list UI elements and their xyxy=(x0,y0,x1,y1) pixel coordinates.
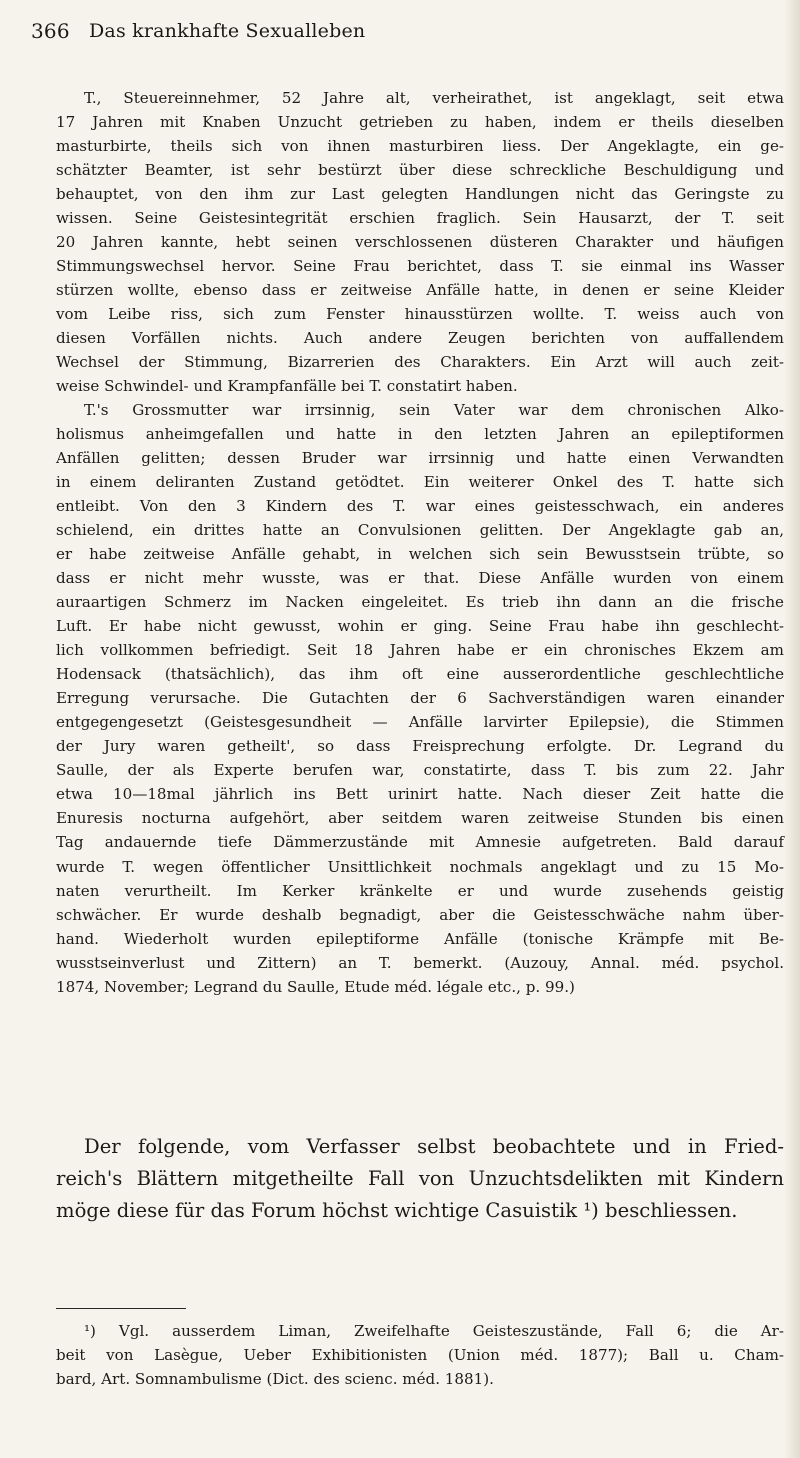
text-line: holismus anheimgefallen und hatte in den letzten Jahren an epileptiformen xyxy=(56,425,784,444)
text-line: bard, Art. Somnambulisme (Dict. des scienc. méd. 1881). xyxy=(56,1370,494,1388)
text-line: vom Leibe riss, sich zum Fenster hinausstürzen wollte. T. weiss auch von xyxy=(56,305,784,324)
text-line: Luft. Er habe nicht gewusst, wohin er ging. Seine Frau habe ihn geschlecht- xyxy=(56,617,784,636)
text-line: naten verurtheilt. Im Kerker kränkelte er und wurde zusehends geistig xyxy=(56,881,784,900)
text-line: stürzen wollte, ebenso dass er zeitweise Anfälle hatte, in denen er seine Kleider xyxy=(56,281,784,300)
footnote xyxy=(56,1319,784,1391)
text-line: 1874, November; Legrand du Saulle, Etude méd. légale etc., p. 99.) xyxy=(56,977,575,996)
text-line: entgegengesetzt (Geistesgesundheit — Anfälle larvirter Epilepsie), die Stimmen xyxy=(56,713,784,732)
text-line: T.'s Grossmutter war irrsinnig, sein Vater war dem chronischen Alko- xyxy=(84,401,784,420)
text-line: hand. Wiederholt wurden epileptiforme Anfälle (tonische Krämpfe mit Be- xyxy=(56,929,784,948)
text-line: wurde T. wegen öffentlicher Unsittlichkeit nochmals angeklagt und zu 15 Mo- xyxy=(56,857,784,876)
text-line: Tag andauernde tiefe Dämmerzustände mit Amnesie aufgetreten. Bald darauf xyxy=(56,833,784,852)
text-line: T., Steuereinnehmer, 52 Jahre alt, verheirathet, ist angeklagt, seit etwa xyxy=(84,89,784,107)
text-line: ¹) Vgl. ausserdem Liman, Zweifelhafte Geisteszustände, Fall 6; die Ar- xyxy=(84,1322,784,1340)
text-line: Stimmungswechsel hervor. Seine Frau berichtet, dass T. sie einmal ins Wasser xyxy=(56,257,784,276)
text-line: schätzter Beamter, ist sehr bestürzt über diese schreckliche Beschuldigung und xyxy=(56,161,784,180)
text-line: schwächer. Er wurde deshalb begnadigt, aber die Geistesschwäche nahm über- xyxy=(56,905,784,924)
text-line: wusstseinverlust und Zittern) an T. bemerkt. (Auzouy, Annal. méd. psychol. xyxy=(56,953,784,972)
text-line: reich's Blättern mitgetheilte Fall von Unzuchtsdelikten mit Kindern xyxy=(56,1167,784,1190)
text-line: Erregung verursache. Die Gutachten der 6 Sachverständigen waren einander xyxy=(56,689,784,708)
text-line: diesen Vorfällen nichts. Auch andere Zeugen berichten von auffallendem xyxy=(56,329,784,348)
text-line: wissen. Seine Geistesintegrität erschien fraglich. Sein Hausarzt, der T. seit xyxy=(56,209,784,228)
text-line: möge diese für das Forum höchst wichtige Casuistik ¹) beschliessen. xyxy=(56,1199,738,1222)
text-line: behauptet, von den ihm zur Last gelegten Handlungen nicht das Geringste zu xyxy=(56,185,784,204)
text-line: in einem deliranten Zustand getödtet. Ein weiterer Onkel des T. hatte sich xyxy=(56,473,784,492)
text-line: er habe zeitweise Anfälle gehabt, in welchen sich sein Bewusstsein trübte, so xyxy=(56,545,784,564)
text-line: Enuresis nocturna aufgehört, aber seitdem waren zeitweise Stunden bis einen xyxy=(56,809,784,828)
text-line: Wechsel der Stimmung, Bizarrerien des Charakters. Ein Arzt will auch zeit- xyxy=(56,353,784,372)
text-line: Hodensack (thatsächlich), das ihm oft eine ausserordentliche geschlechtliche xyxy=(56,665,784,684)
text-line: masturbirte, theils sich von ihnen masturbiren liess. Der Angeklagte, ein ge- xyxy=(56,137,784,156)
text-line: entleibt. Von den 3 Kindern des T. war eines geistesschwach, ein anderes xyxy=(56,497,784,516)
text-line: Saulle, der als Experte berufen war, constatirte, dass T. bis zum 22. Jahr xyxy=(56,761,784,780)
page-edge-shadow xyxy=(784,0,800,1458)
case-report-paragraphs xyxy=(56,86,784,999)
text-line: etwa 10—18mal jährlich ins Bett urinirt hatte. Nach dieser Zeit hatte die xyxy=(56,785,784,804)
text-line: auraartigen Schmerz im Nacken eingeleitet. Es trieb ihn dann an die frische xyxy=(56,593,784,612)
text-line: lich vollkommen befriedigt. Seit 18 Jahren habe er ein chronisches Ekzem am xyxy=(56,641,784,660)
text-line: 17 Jahren mit Knaben Unzucht getrieben zu haben, indem er theils dieselben xyxy=(56,113,784,132)
text-line: schielend, ein drittes hatte an Convulsionen gelitten. Der Angeklagte gab an, xyxy=(56,521,784,540)
text-line: Anfällen gelitten; dessen Bruder war irrsinnig und hatte einen Verwandten xyxy=(56,449,784,468)
text-line: weise Schwindel- und Krampfanfälle bei T. constatirt haben. xyxy=(56,377,518,396)
closing-paragraph xyxy=(56,1131,784,1227)
page-header xyxy=(31,17,771,51)
page-number: 366 xyxy=(31,19,70,43)
text-line: der Jury waren getheilt', so dass Freisprechung erfolgte. Dr. Legrand du xyxy=(56,737,784,756)
running-title: Das krankhafte Sexualleben xyxy=(89,20,366,42)
footnote-divider xyxy=(56,1308,186,1309)
text-line: dass er nicht mehr wusste, was er that. Diese Anfälle wurden von einem xyxy=(56,569,784,588)
text-line: Der folgende, vom Verfasser selbst beobachtete und in Fried- xyxy=(84,1135,784,1158)
text-line: beit von Lasègue, Ueber Exhibitionisten (Union méd. 1877); Ball u. Cham- xyxy=(56,1346,784,1364)
text-line: 20 Jahren kannte, hebt seinen verschlossenen düsteren Charakter und häufigen xyxy=(56,233,784,252)
